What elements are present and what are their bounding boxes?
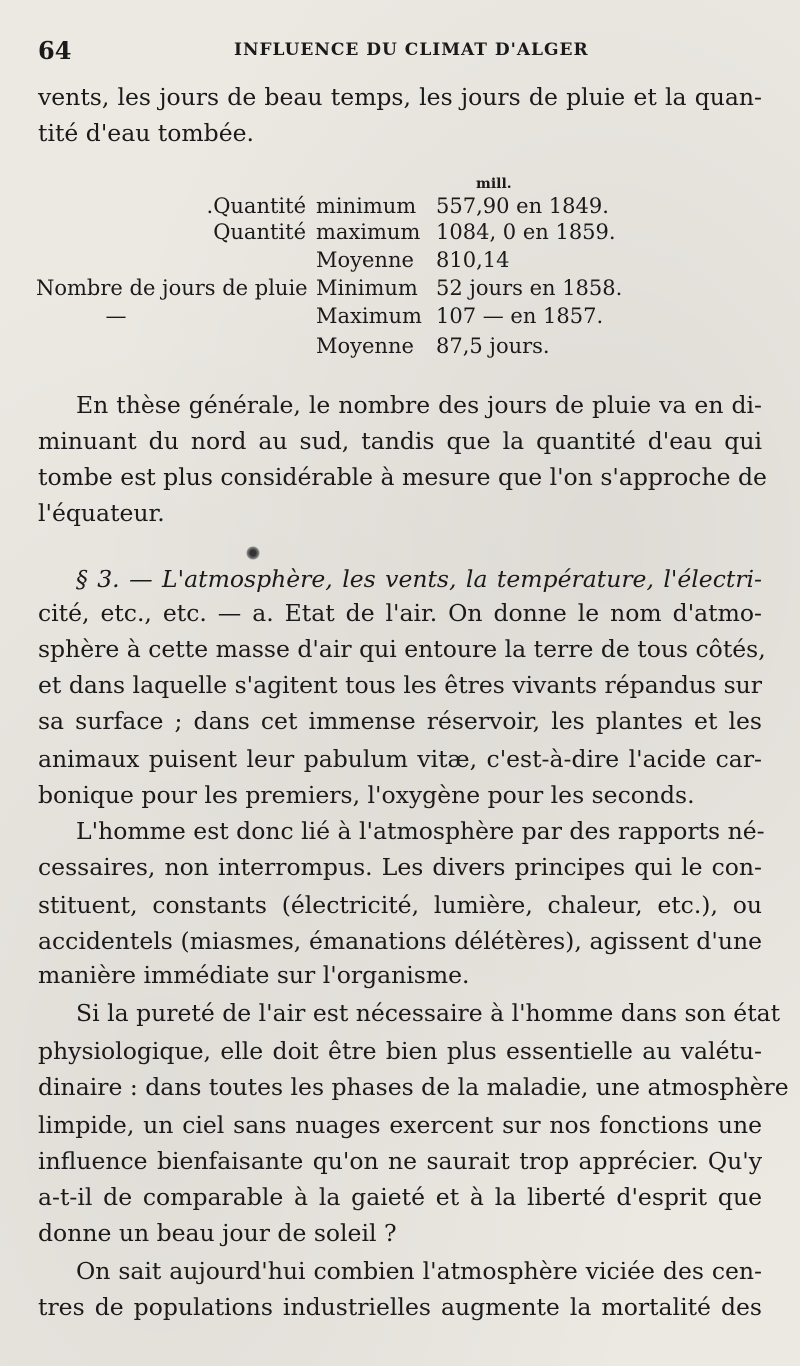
row-label: Nombre de jours de pluie xyxy=(36,276,308,300)
text-line: a-t-il de comparable à la gaieté et à la liberté d'esprit que xyxy=(38,1183,762,1211)
row-kind: Maximum xyxy=(316,304,422,328)
text-line: l'équateur. xyxy=(38,499,165,527)
row-value: 1084, 0 en 1859. xyxy=(436,220,616,244)
text-line: L'homme est donc lié à l'atmosphère par des rapports né- xyxy=(76,817,765,845)
text-line: En thèse générale, le nombre des jours de pluie va en di- xyxy=(76,391,762,419)
row-kind: maximum xyxy=(316,220,421,244)
text-line: tres de populations industrielles augmente la mortalité des xyxy=(38,1293,762,1321)
text-line: physiologique, elle doit être bien plus essentielle au valétu- xyxy=(38,1037,762,1065)
row-label: .Quantité xyxy=(206,194,306,218)
page-number: 64 xyxy=(38,36,72,65)
row-value: 810,14 xyxy=(436,248,510,272)
running-title: INFLUENCE DU CLIMAT D'ALGER xyxy=(234,40,589,60)
section-heading-line: § 3. — L'atmosphère, les vents, la température, l'électri- xyxy=(76,565,762,593)
text-line: et dans laquelle s'agitent tous les êtres vivants répandus sur xyxy=(38,671,762,699)
text-line: accidentels (miasmes, émanations délétères), agissent d'une xyxy=(38,927,762,955)
row-label: — xyxy=(105,304,127,328)
text-line: donne un beau jour de soleil ? xyxy=(38,1219,397,1247)
text-line: Si la pureté de l'air est nécessaire à l'homme dans son état xyxy=(76,999,781,1027)
row-value: 87,5 jours. xyxy=(436,334,550,358)
ornament-mark xyxy=(246,546,260,560)
row-label: Quantité xyxy=(213,220,306,244)
text-line: dinaire : dans toutes les phases de la maladie, une atmosphère xyxy=(38,1073,789,1101)
text-line: vents, les jours de beau temps, les jours de pluie et la quan- xyxy=(38,83,762,111)
text-line: cité, etc., etc. — a. Etat de l'air. On donne le nom d'atmo- xyxy=(38,599,762,627)
running-head xyxy=(38,36,758,66)
text-line: limpide, un ciel sans nuages exercent sur nos fonctions une xyxy=(38,1111,762,1139)
row-value: 557,90 en 1849. xyxy=(436,194,609,218)
text-line: minuant du nord au sud, tandis que la quantité d'eau qui xyxy=(38,427,762,455)
text-line: sa surface ; dans cet immense réservoir, les plantes et les xyxy=(38,707,762,735)
row-kind: minimum xyxy=(316,194,417,218)
row-kind: Moyenne xyxy=(316,248,414,272)
text-line: stituent, constants (électricité, lumière, chaleur, etc.), ou xyxy=(38,891,762,919)
text-line: sphère à cette masse d'air qui entoure la terre de tous côtés, xyxy=(38,635,766,663)
row-kind: Minimum xyxy=(316,276,418,300)
text-line: influence bienfaisante qu'on ne saurait trop apprécier. Qu'y xyxy=(38,1147,762,1175)
row-kind: Moyenne xyxy=(316,334,414,358)
row-value: 52 jours en 1858. xyxy=(436,276,623,300)
text-line: manière immédiate sur l'organisme. xyxy=(38,961,470,989)
text-line: On sait aujourd'hui combien l'atmosphère viciée des cen- xyxy=(76,1257,762,1285)
text-line: animaux puisent leur pabulum vitæ, c'est-à-dire l'acide car- xyxy=(38,745,762,773)
text-line: bonique pour les premiers, l'oxygène pour les seconds. xyxy=(38,781,695,809)
unit-label: mill. xyxy=(476,176,512,192)
text-line: tombe est plus considérable à mesure que l'on s'approche de xyxy=(38,463,767,491)
text-line: tité d'eau tombée. xyxy=(38,119,255,147)
row-value: 107 — en 1857. xyxy=(436,304,604,328)
text-line: cessaires, non interrompus. Les divers principes qui le con- xyxy=(38,853,762,881)
